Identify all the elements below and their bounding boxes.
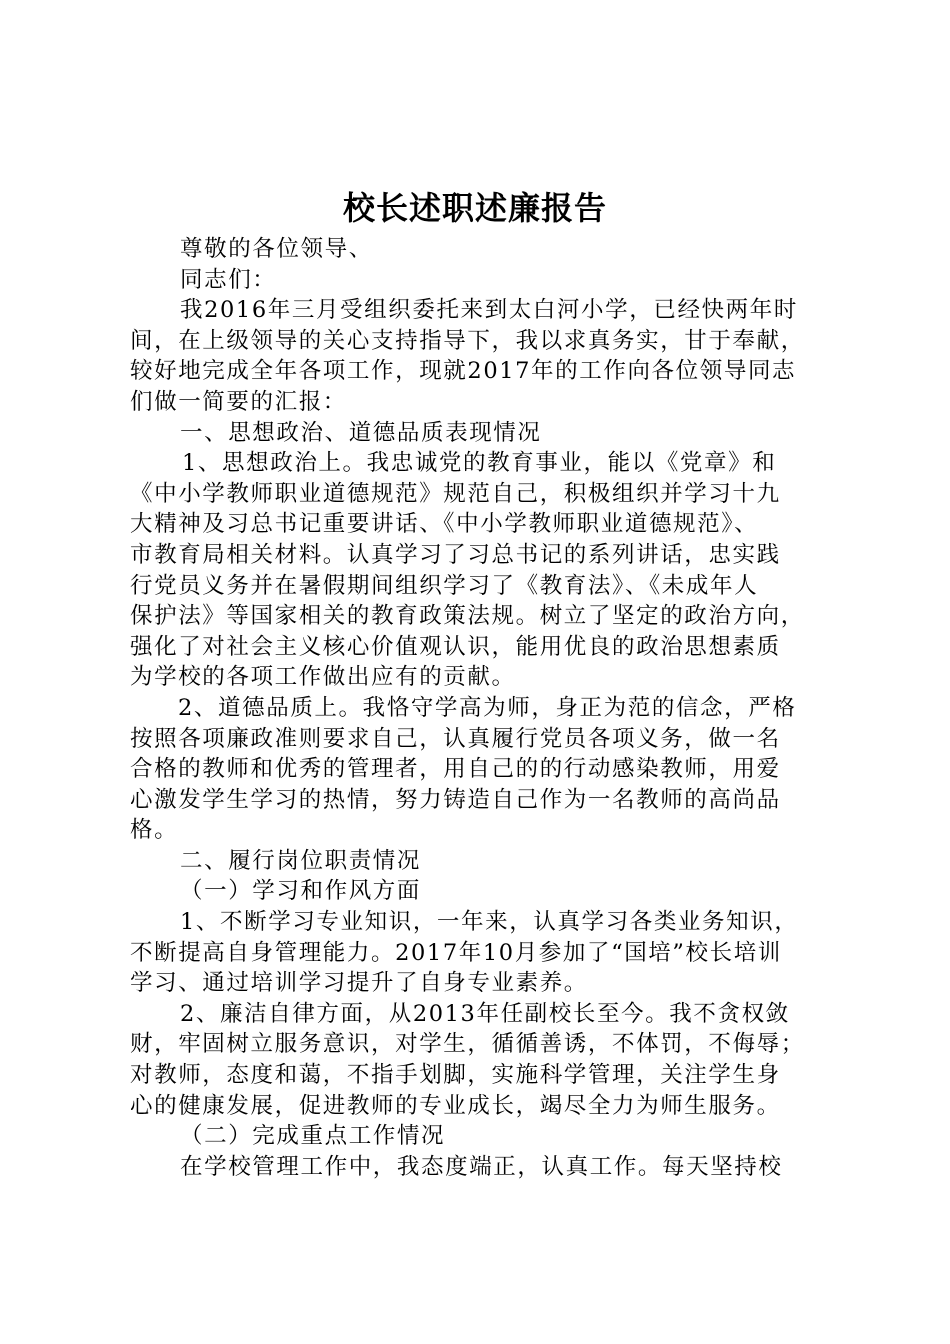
text-line: 为学校的各项工作做出应有的贡献。 [130, 664, 516, 691]
text-line: （一）学习和作风方面 [180, 878, 422, 905]
text-line: 心激发学生学习的热情，努力铸造自己作为一名教师的高尚品 [130, 786, 781, 813]
text-line: 行党员义务并在暑假期间组织学习了《教育法》、《未成年人 [130, 572, 759, 599]
text-line: 不断提高自身管理能力。2017年10月参加了“国培”校长培训 [130, 939, 782, 966]
text-line: 尊敬的各位领导、 [180, 236, 373, 262]
text-line: 1、思想政治上。我忠诚党的教育事业，能以《党章》和 [182, 450, 777, 477]
text-line: 心的健康发展，促进教师的专业成长，竭尽全力为师生服务。 [130, 1092, 781, 1119]
text-line: 强化了对社会主义核心价值观认识，能用优良的政治思想素质 [130, 633, 781, 660]
document-body [130, 234, 830, 1182]
text-line: 间，在上级领导的关心支持指导下，我以求真务实，甘于奉献， [130, 327, 805, 354]
text-line: 《中小学教师职业道德规范》规范自己，积极组织并学习十九 [130, 480, 781, 507]
text-line: 二、履行岗位职责情况 [180, 847, 422, 874]
text-line: 市教育局相关材料。认真学习了习总书记的系列讲话，忠实践 [130, 541, 781, 568]
document-title: 校长述职述廉报告 [342, 189, 607, 227]
text-line: 我2016年三月受组织委托来到太白河小学，已经快两年时 [180, 297, 798, 324]
text-line: 们做一简要的汇报： [130, 388, 347, 415]
text-line: 学习、通过培训学习提升了自身专业素养。 [130, 970, 588, 997]
text-line: 格。 [130, 817, 179, 844]
text-line: 合格的教师和优秀的管理者，用自己的的行动感染教师，用爱 [130, 756, 781, 783]
text-line: （二）完成重点工作情况 [180, 1123, 446, 1150]
text-line: 在学校管理工作中，我态度端正，认真工作。每天坚持校 [180, 1153, 783, 1180]
text-line: 较好地完成全年各项工作，现就2017年的工作向各位领导同志 [130, 358, 797, 385]
text-line: 财，牢固树立服务意识，对学生，循循善诱，不体罚，不侮辱； [130, 1031, 805, 1058]
text-line: 2、道德品质上。我恪守学高为师，身正为范的信念，严格 [178, 694, 797, 721]
text-line: 一、思想政治、道德品质表现情况 [180, 419, 542, 446]
text-line: 对教师，态度和蔼，不指手划脚，实施科学管理，关注学生身 [130, 1062, 781, 1089]
text-line: 2、廉洁自律方面，从2013年任副校长至今。我不贪权敛 [180, 1000, 790, 1027]
text-line: 大精神及习总书记重要讲话、《中小学教师职业道德规范》、 [130, 511, 759, 538]
text-line: 同志们： [180, 266, 277, 293]
text-line: 按照各项廉政准则要求自己，认真履行党员各项义务，做一名 [130, 725, 781, 752]
text-line: 1、不断学习专业知识，一年来，认真学习各类业务知识， [180, 909, 799, 936]
text-line: 保护法》等国家相关的教育政策法规。树立了坚定的政治方向， [130, 603, 805, 630]
